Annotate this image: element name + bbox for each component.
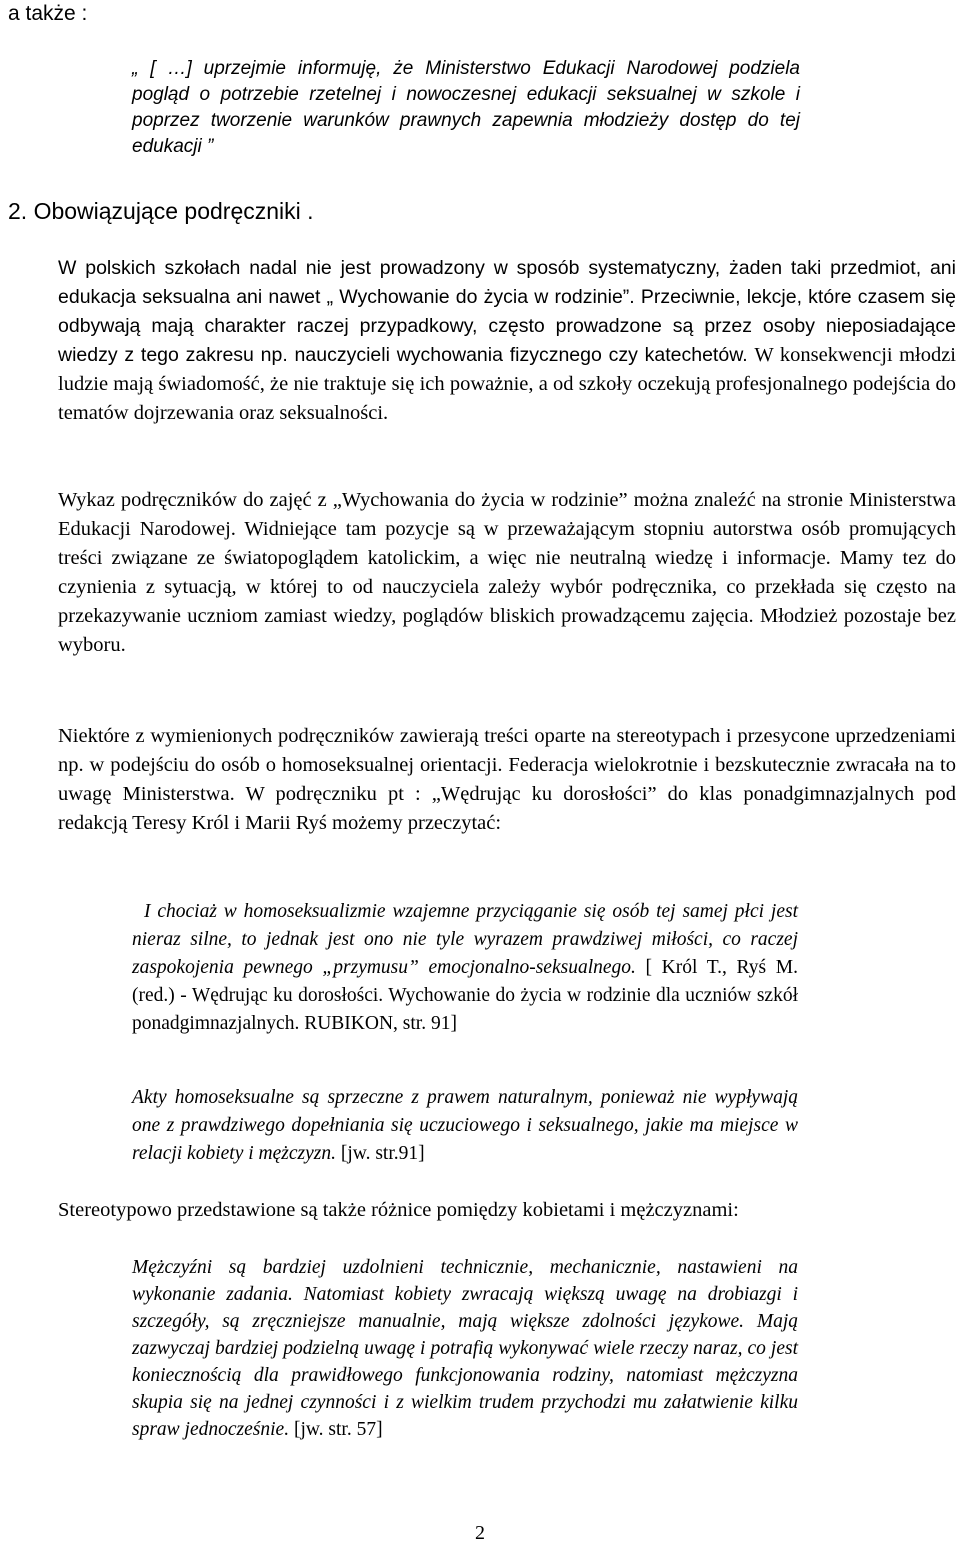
citation-2-source: [jw. str.91] [340, 1143, 425, 1164]
section-heading: 2. Obowiązujące podręczniki . [8, 198, 314, 224]
paragraph-stereotypes: Niektóre z wymienionych podręczników zawierają treści oparte na stereotypach i przesycone uprzedzeniami np. w podejściu do osób o homoseksualnej orientacji. Federacja wielokrotnie i bezskutecznie zwracała na to uwagę Ministerstwa. W podręczniku pt : „Wędrując ku dorosłości” do klas ponadgimnazjalnych pod redakcją Teresy Król i Marii Ryś możemy przeczytać: [58, 725, 956, 834]
citation-3-quote: Mężczyźni są bardziej uzdolnieni technicznie, mechanicznie, nastawieni na wykonanie zadania. Natomiast kobiety zwracają większą uwagę na drobiazgi i szczegóły, są zręczniejsze manualnie, mają większe zdolności językowe. Mają zazwyczaj bardziej podzielną uwagę i potrafią wykonywać wiele rzeczy naraz, co jest koniecznością dla prawidłowego funkcjonowania rodziny, natomiast mężczyzna skupia się na jednej czynności i z wielkim trudem przychodzi mu załatwienie kilku spraw jednocześnie. [132, 1257, 798, 1440]
citation-1-source: [ Król T., Ryś M. (red.) - Wędrując ku dorosłości. Wychowanie do życia w rodzinie dla uczniów szkół ponadgimnazjalnych. RUBIKON, str. 91] [132, 957, 798, 1034]
intro-label: a także : [8, 2, 88, 25]
paragraph-gender-differences: Stereotypowo przedstawione są także różnice pomiędzy kobietami i mężczyznami: [58, 1199, 739, 1221]
citation-homosexuality-2 [132, 1084, 798, 1168]
citation-2-quote: Akty homoseksualne są sprzeczne z prawem naturalnym, ponieważ nie wypływają one z prawdziwego dopełniania się uczuciowego i seksualnego, jakie ma miejsce w relacji kobiety i mężczyzn. [132, 1087, 798, 1164]
paragraph-schools [58, 254, 956, 428]
paragraph-schools-part-1: W polskich szkołach nadal nie jest prowadzony w sposób systematyczny, żaden taki przedmiot, ani edukacja seksualna ani nawet „ Wychowanie do życia w rodzinie”. Przeciwnie, lekcje, które czasem się odbywają mają charakter raczej przypadkowy, często prowadzone są przez osoby nieposiadające wiedzy z tego zakresu np. nauczycieli wychowania fizycznego czy katechetów. [58, 257, 956, 366]
page-number: 2 [475, 1522, 485, 1544]
citation-gender [132, 1254, 798, 1443]
paragraph-textbook-list: Wykaz podręczników do zajęć z „Wychowania do życia w rodzinie” można znaleźć na stronie Ministerstwa Edukacji Narodowej. Widniejące tam pozycje są w przeważającym stopniu autorstwa osób promujących treści związane ze światopoglądem katolickim, a więc nie neutralną wiedzę i informacje. Mamy tez do czynienia z sytuacją, w której to od nauczyciela zależy wybór podręcznika, co przekłada się często na przekazywanie uczniom zamiast wiedzy, poglądów bliskich prowadzącemu zajęcia. Młodzież pozostaje bez wyboru. [58, 489, 956, 656]
citation-1-quote: I chociaż w homoseksualizmie wzajemne przyciąganie się osób tej samej płci jest nieraz silne, to jednak jest ono nie tyle wyrazem prawdziwej miłości, co raczej zaspokojenia pewnego „przymusu” emocjonalno-seksualnego. [132, 901, 798, 978]
citation-homosexuality-1 [132, 898, 798, 1038]
citation-3-source: [jw. str. 57] [293, 1419, 383, 1440]
paragraph-schools-part-2: W konsekwencji młodzi ludzie mają świadomość, że nie traktuje się ich poważnie, a od szkoły oczekują profesjonalnego podejścia do tematów dojrzewania oraz seksualności. [58, 344, 957, 424]
ministry-quote: „ [ …] uprzejmie informuję, że Ministerstwo Edukacji Narodowej podziela pogląd o potrzebie rzetelnej i nowoczesnej edukacji seksualnej w szkole i poprzez tworzenie warunków prawnych zapewnia młodzieży dostęp do tej edukacji ” [132, 58, 800, 157]
